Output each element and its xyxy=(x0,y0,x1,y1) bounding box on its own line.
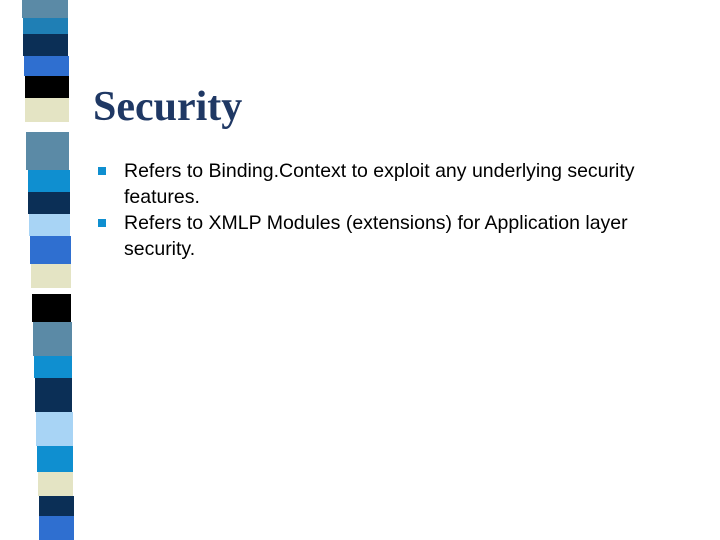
band-stripe xyxy=(25,98,69,122)
band-stripe xyxy=(37,446,73,472)
bullet-list xyxy=(98,158,668,262)
band-stripe xyxy=(26,122,69,132)
band-stripe xyxy=(33,322,72,356)
band-stripe xyxy=(31,264,71,288)
band-stripe xyxy=(30,236,71,264)
list-item xyxy=(98,210,668,262)
square-bullet-icon xyxy=(98,158,124,175)
list-item xyxy=(98,158,668,210)
band-stripe xyxy=(38,472,74,496)
band-stripe xyxy=(23,34,68,56)
band-stripe xyxy=(23,18,69,34)
list-item-text: Refers to XMLP Modules (extensions) for Application layer security. xyxy=(124,212,628,260)
band-stripe xyxy=(25,76,69,98)
band-stripe xyxy=(34,356,72,378)
left-color-band xyxy=(0,0,90,540)
list-item-text: Refers to Binding.Context to exploit any underlying security features. xyxy=(124,160,635,208)
band-stripe xyxy=(29,214,70,236)
slide-title: Security xyxy=(93,84,243,131)
band-stripe xyxy=(32,294,71,322)
band-stripe xyxy=(26,132,69,170)
band-stripe xyxy=(24,56,69,76)
band-stripe xyxy=(22,0,68,18)
band-stripe xyxy=(35,378,73,412)
band-stripe xyxy=(39,516,74,540)
square-bullet-icon xyxy=(98,210,124,227)
band-stripe xyxy=(39,496,74,516)
band-stripe xyxy=(28,170,70,192)
band-stripe xyxy=(36,412,73,446)
band-stripe xyxy=(28,192,70,214)
